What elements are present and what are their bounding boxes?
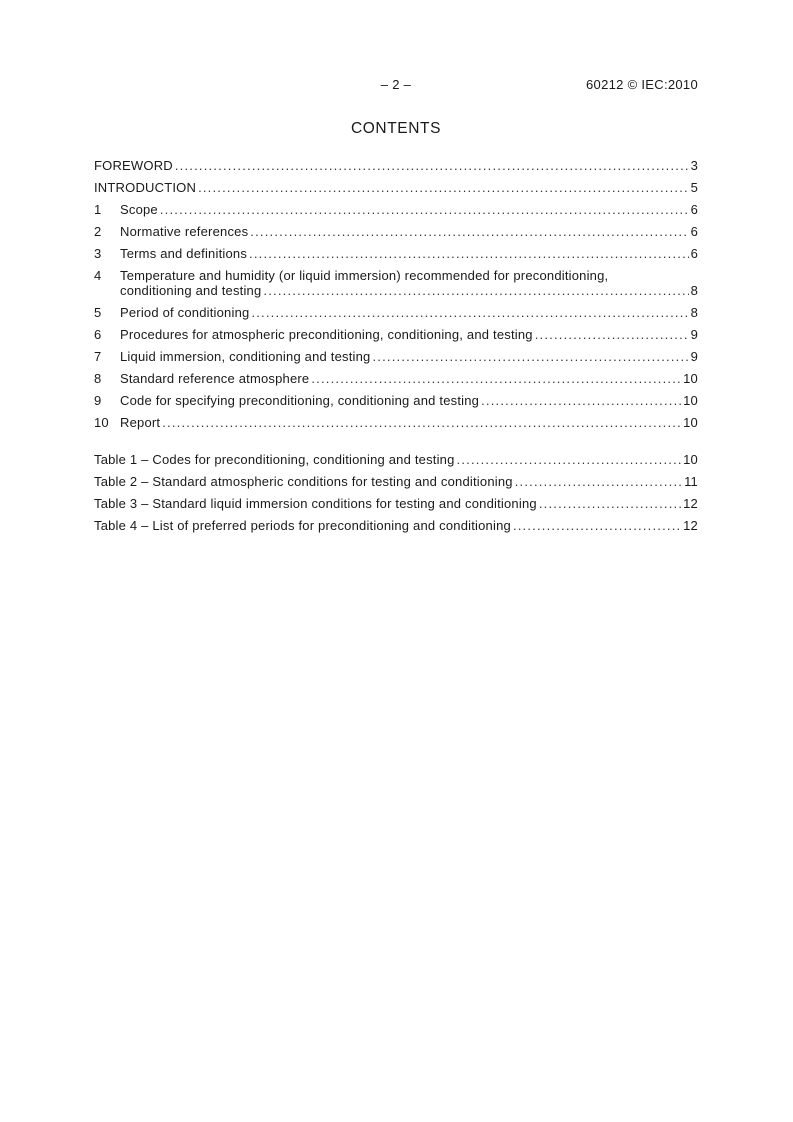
dot-leader (198, 180, 689, 195)
toc-entry-number: 3 (94, 246, 102, 261)
toc-entry-page: 6 (690, 224, 698, 239)
toc-entry-clause-3[interactable] (94, 239, 698, 261)
toc-entry-title: Table 4 – List of preferred periods for preconditioning and conditioning (94, 518, 511, 533)
dot-leader (457, 452, 682, 467)
toc-entry-number: 4 (94, 268, 102, 283)
toc-entry-table-2[interactable] (94, 467, 698, 489)
toc-entry-title: Liquid immersion, conditioning and testing (120, 349, 371, 364)
toc-entry-title: Terms and definitions (120, 246, 248, 261)
toc-entry-foreword[interactable] (94, 151, 698, 173)
toc-entry-clause-8[interactable] (94, 364, 698, 386)
toc-entry-number: 2 (94, 224, 102, 239)
toc-entry-title: Table 1 – Codes for preconditioning, conditioning and testing (94, 452, 455, 467)
page-header (94, 77, 698, 93)
toc-entry-number: 8 (94, 371, 102, 386)
toc-entry-clause-7[interactable] (94, 342, 698, 364)
toc-entry-table-4[interactable] (94, 511, 698, 533)
toc-entry-page: 9 (690, 327, 698, 342)
toc-entry-clause-1[interactable] (94, 195, 698, 217)
toc-entry-title: Standard reference atmosphere (120, 371, 310, 386)
toc-entry-clause-2[interactable] (94, 217, 698, 239)
toc-entry-title: Procedures for atmospheric preconditioning, conditioning, and testing (120, 327, 533, 342)
toc-entry-title-line1: Temperature and humidity (or liquid immersion) recommended for preconditioning, (120, 268, 609, 283)
toc-entry-title: Code for specifying preconditioning, conditioning and testing (120, 393, 480, 408)
toc-entry-clause-5[interactable] (94, 298, 698, 320)
toc-entry-number: 6 (94, 327, 102, 342)
dot-leader (311, 371, 681, 386)
toc-entry-page: 8 (690, 283, 698, 298)
toc-entry-page: 12 (683, 518, 698, 533)
dot-leader (513, 518, 681, 533)
table-of-contents (94, 151, 698, 533)
dot-leader (250, 224, 688, 239)
toc-entry-table-3[interactable] (94, 489, 698, 511)
dot-leader (535, 327, 689, 342)
section-spacer (94, 430, 698, 445)
toc-entry-page: 10 (683, 371, 698, 386)
toc-entry-clause-4[interactable] (94, 261, 698, 298)
dot-leader (162, 415, 681, 430)
toc-entry-clause-6[interactable] (94, 320, 698, 342)
toc-entry-introduction[interactable] (94, 173, 698, 195)
toc-entry-table-1[interactable] (94, 445, 698, 467)
toc-entry-title: conditioning and testing (120, 283, 262, 298)
toc-entry-number: 1 (94, 202, 102, 217)
toc-entry-title: Scope (120, 202, 158, 217)
toc-entry-number: 5 (94, 305, 102, 320)
toc-entry-page: 10 (683, 393, 698, 408)
toc-entry-page: 10 (683, 452, 698, 467)
dot-leader (515, 474, 682, 489)
toc-entry-number: 9 (94, 393, 102, 408)
dot-leader (175, 158, 689, 173)
toc-entry-page: 6 (690, 246, 698, 261)
toc-entry-title: INTRODUCTION (94, 180, 197, 195)
toc-entry-title: Table 3 – Standard liquid immersion conditions for testing and conditioning (94, 496, 537, 511)
toc-entry-clause-10[interactable] (94, 408, 698, 430)
dot-leader (249, 246, 689, 261)
dot-leader (481, 393, 681, 408)
toc-entry-page: 3 (690, 158, 698, 173)
toc-entry-title: Report (120, 415, 161, 430)
toc-entry-clause-9[interactable] (94, 386, 698, 408)
toc-entry-number: 10 (94, 415, 109, 430)
contents-heading: CONTENTS (350, 120, 442, 137)
dot-leader (539, 496, 681, 511)
toc-entry-page: 6 (690, 202, 698, 217)
page-number: – 2 – (380, 77, 412, 92)
toc-entry-page: 8 (690, 305, 698, 320)
dot-leader (373, 349, 689, 364)
toc-entry-page: 11 (684, 474, 698, 489)
document-identifier: 60212 © IEC:2010 (586, 77, 698, 92)
toc-entry-page: 5 (690, 180, 698, 195)
toc-entry-number: 7 (94, 349, 102, 364)
toc-entry-title: Normative references (120, 224, 249, 239)
toc-entry-title: Table 2 – Standard atmospheric conditions for testing and conditioning (94, 474, 513, 489)
toc-entry-page: 12 (683, 496, 698, 511)
toc-entry-page: 10 (683, 415, 698, 430)
dot-leader (251, 305, 688, 320)
dot-leader (263, 283, 688, 298)
toc-entry-title: Period of conditioning (120, 305, 250, 320)
dot-leader (160, 202, 689, 217)
toc-entry-title: FOREWORD (94, 158, 173, 173)
toc-entry-page: 9 (690, 349, 698, 364)
